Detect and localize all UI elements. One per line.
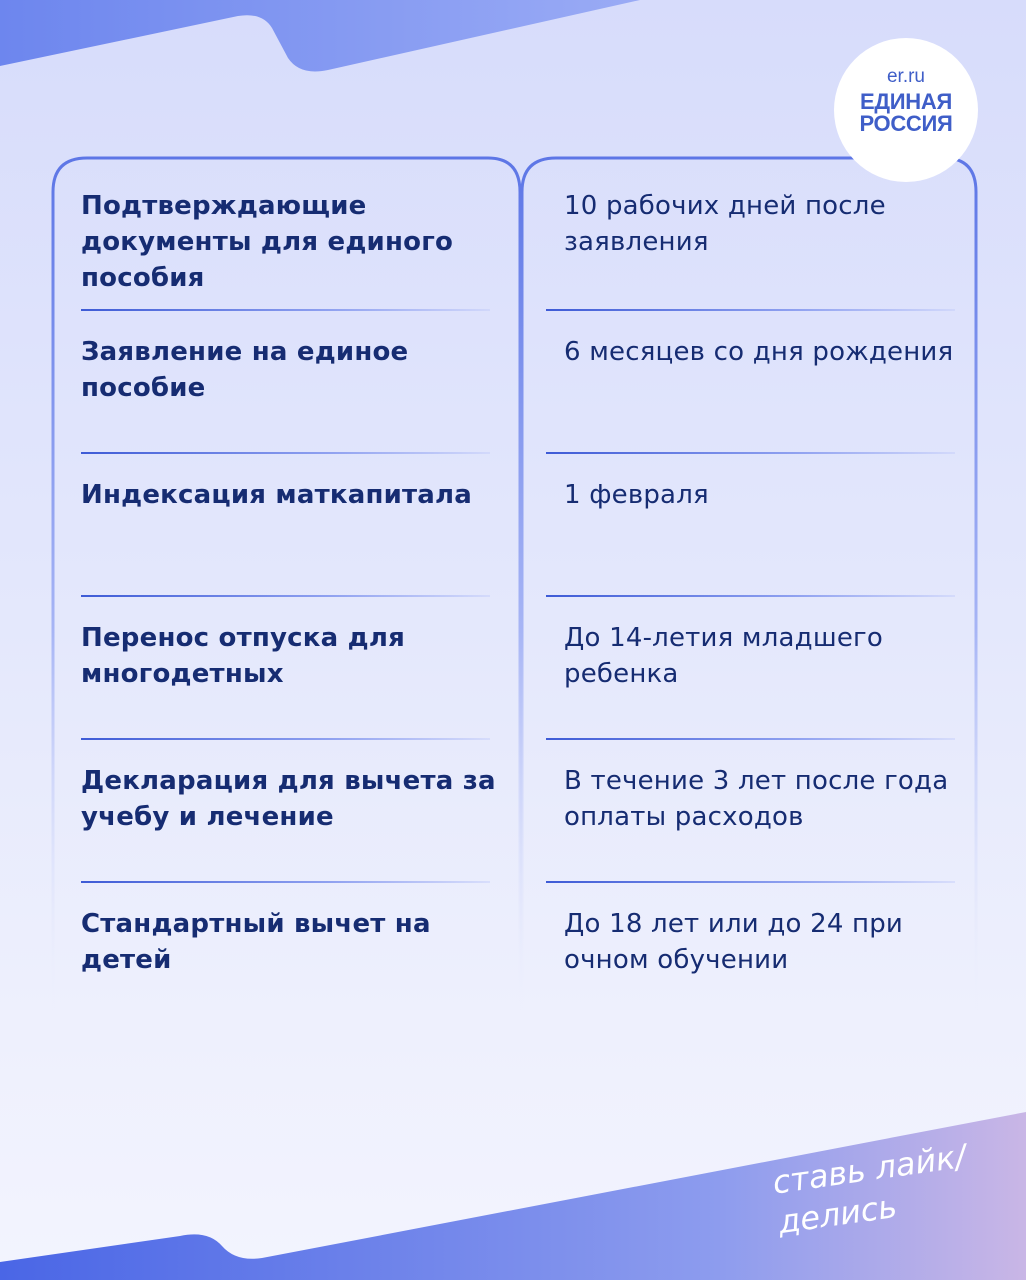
row-4-label: Перенос отпуска для многодетных — [81, 623, 405, 689]
row-2-label: Заявление на единое пособие — [81, 337, 409, 403]
logo-site: er.ru — [886, 66, 926, 87]
row-1-label: Подтверждающие документы для единого пособия — [81, 191, 454, 293]
row-divider — [546, 309, 955, 311]
row-5-value: В течение 3 лет после года оплаты расходов — [564, 766, 949, 832]
row-divider — [546, 595, 955, 597]
row-5-label: Декларация для вычета за учебу и лечение — [81, 766, 496, 832]
row-6-label: Стандартный вычет на детей — [81, 909, 431, 975]
row-divider — [546, 881, 955, 883]
row-3-label: Индексация маткапитала — [81, 480, 473, 510]
row-divider — [81, 595, 490, 597]
row-divider — [546, 452, 955, 454]
row-divider — [81, 738, 490, 740]
right-panel-outline — [522, 158, 976, 1020]
row-3-value: 1 февраля — [564, 480, 709, 510]
top-band-shape — [0, 0, 640, 72]
row-divider — [81, 309, 490, 311]
row-divider — [546, 738, 955, 740]
row-6-value: До 18 лет или до 24 при очном обучении — [564, 909, 904, 975]
logo-name: ЕДИНАЯ РОССИЯ — [859, 89, 953, 136]
row-divider — [81, 452, 490, 454]
row-4-value: До 14-летия младшего ребенка — [564, 623, 884, 689]
like-share-caption: ставь лайк/ делись — [770, 1136, 969, 1242]
party-logo — [834, 38, 978, 182]
row-divider — [81, 881, 490, 883]
row-1-value: 10 рабочих дней после заявления — [564, 191, 886, 257]
row-2-value: 6 месяцев со дня рождения — [564, 337, 954, 367]
